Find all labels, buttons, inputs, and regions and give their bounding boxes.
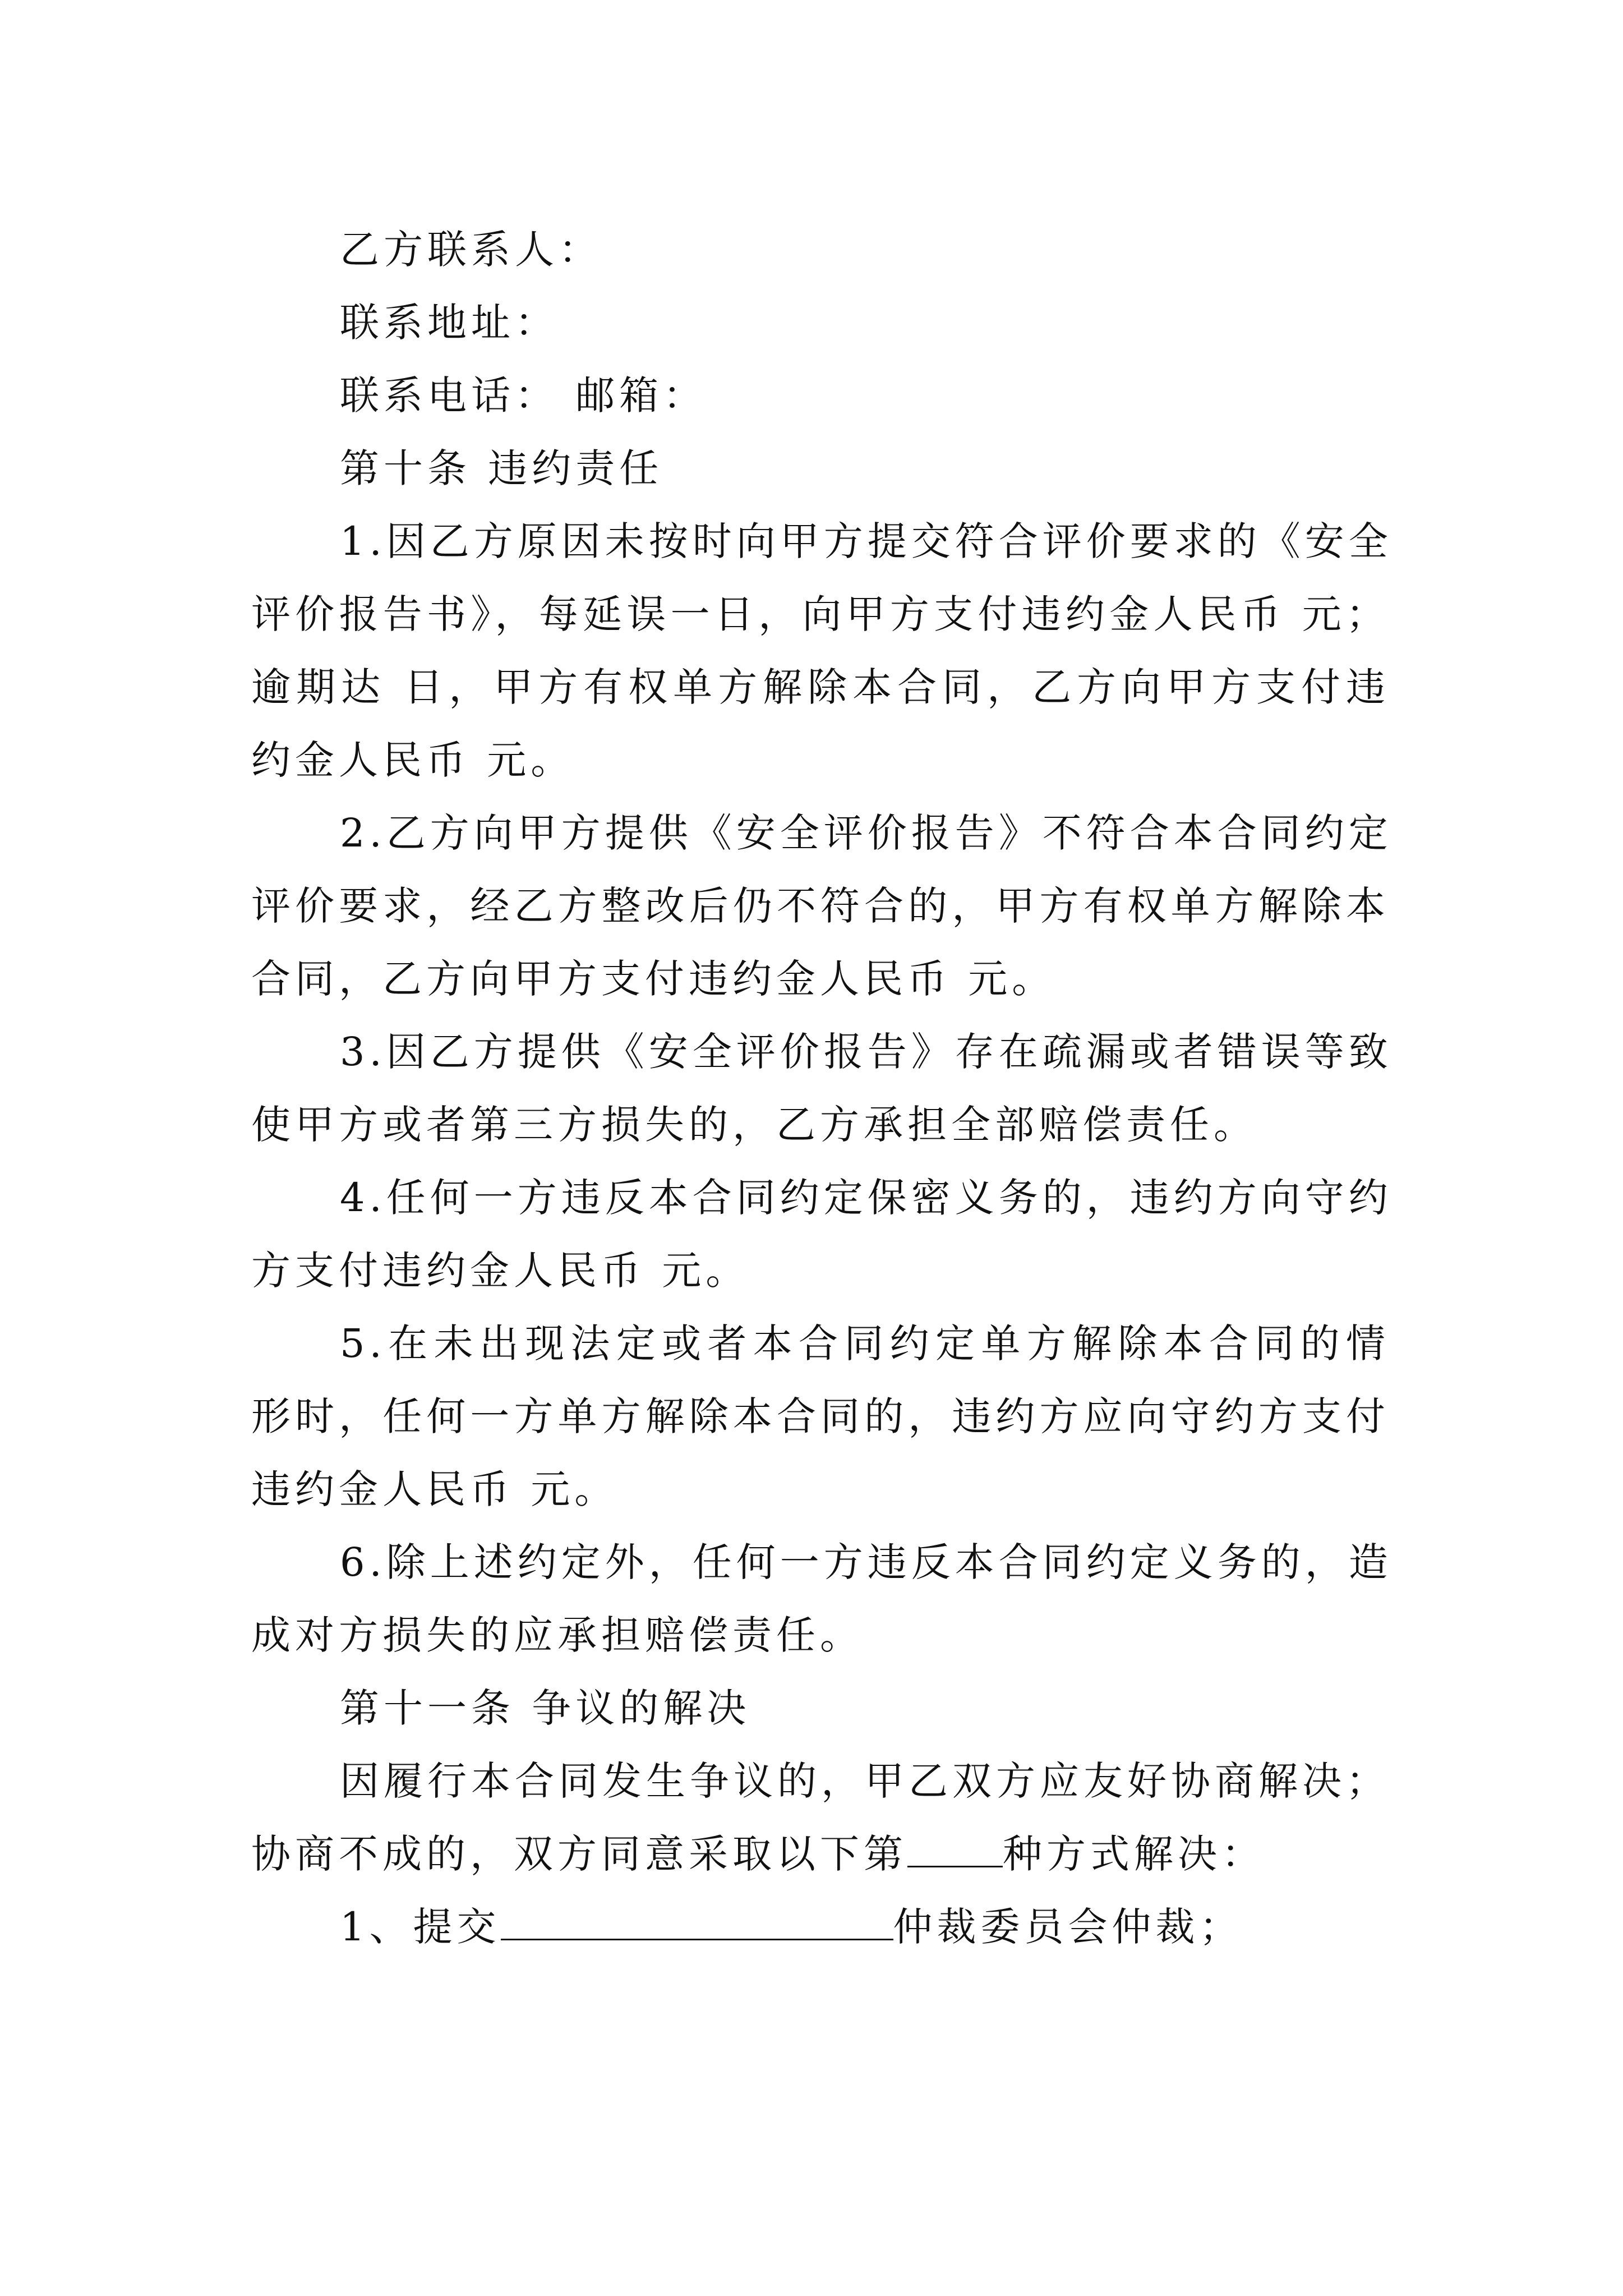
article-10-heading: 第十条 违约责任	[340, 445, 663, 491]
arbitration-option-suffix: 仲裁委员会仲裁；	[893, 1904, 1243, 1950]
clause-line: 违约金人民币 元。	[251, 1466, 619, 1512]
clause-10-6	[251, 1526, 1393, 1672]
arbitration-commission-blank[interactable]	[501, 1905, 893, 1940]
clause-line: 评价报告书》，每延误一日，向甲方支付违约金人民币 元；	[251, 591, 1390, 637]
contact-phone-email-label: 联系电话： 邮箱：	[340, 372, 707, 418]
party-b-contact-label: 乙方联系人：	[340, 227, 602, 273]
article-11-heading: 第十一条 争议的解决	[340, 1685, 751, 1731]
clause-line: 评价要求，经乙方整改后仍不符合的，甲方有权单方解除本	[251, 883, 1390, 929]
clause-line: 因履行本合同发生争议的，甲乙双方应友好协商解决；	[340, 1758, 1390, 1804]
clause-line: 形时，任何一方单方解除本合同的，违约方应向守约方支付	[251, 1393, 1390, 1439]
dispute-method-prefix: 协商不成的，双方同意采取以下第	[251, 1831, 907, 1877]
clause-10-3	[251, 1015, 1393, 1161]
clause-10-4	[251, 1161, 1393, 1307]
dispute-method-blank[interactable]	[907, 1832, 1003, 1867]
clause-line: 2.乙方向甲方提供《安全评价报告》不符合本合同约定	[340, 810, 1393, 856]
clause-line: 1.因乙方原因未按时向甲方提交符合评价要求的《安全	[340, 518, 1393, 564]
clause-line: 4.任何一方违反本合同约定保密义务的，违约方向守约	[340, 1175, 1393, 1221]
dispute-method-line	[251, 1818, 1390, 1890]
clause-10-1	[251, 505, 1393, 797]
clause-line: 合同，乙方向甲方支付违约金人民币 元。	[251, 956, 1056, 1002]
clause-line: 成对方损失的应承担赔偿责任。	[251, 1612, 864, 1658]
contract-page	[251, 213, 1393, 1963]
clause-line: 3.因乙方提供《安全评价报告》存在疏漏或者错误等致	[340, 1029, 1393, 1075]
arbitration-option-line	[251, 1890, 1390, 1963]
clause-line: 方支付违约金人民币 元。	[251, 1248, 750, 1294]
clause-line: 5.在未出现法定或者本合同约定单方解除本合同的情	[340, 1320, 1390, 1366]
clause-line: 6.除上述约定外，任何一方违反本合同约定义务的，造	[340, 1539, 1393, 1585]
dispute-method-suffix: 种方式解决：	[1003, 1831, 1265, 1877]
clause-line: 逾期达 日，甲方有权单方解除本合同，乙方向甲方支付违	[251, 664, 1390, 710]
clause-10-5	[251, 1307, 1390, 1526]
clause-line: 约金人民币 元。	[251, 737, 575, 783]
arbitration-option-prefix: 1、提交	[340, 1904, 501, 1950]
clause-line: 使甲方或者第三方损失的，乙方承担全部赔偿责任。	[251, 1102, 1257, 1148]
dispute-intro	[251, 1745, 1390, 1890]
contact-address-label: 联系地址：	[340, 300, 559, 346]
clause-10-2	[251, 797, 1393, 1015]
